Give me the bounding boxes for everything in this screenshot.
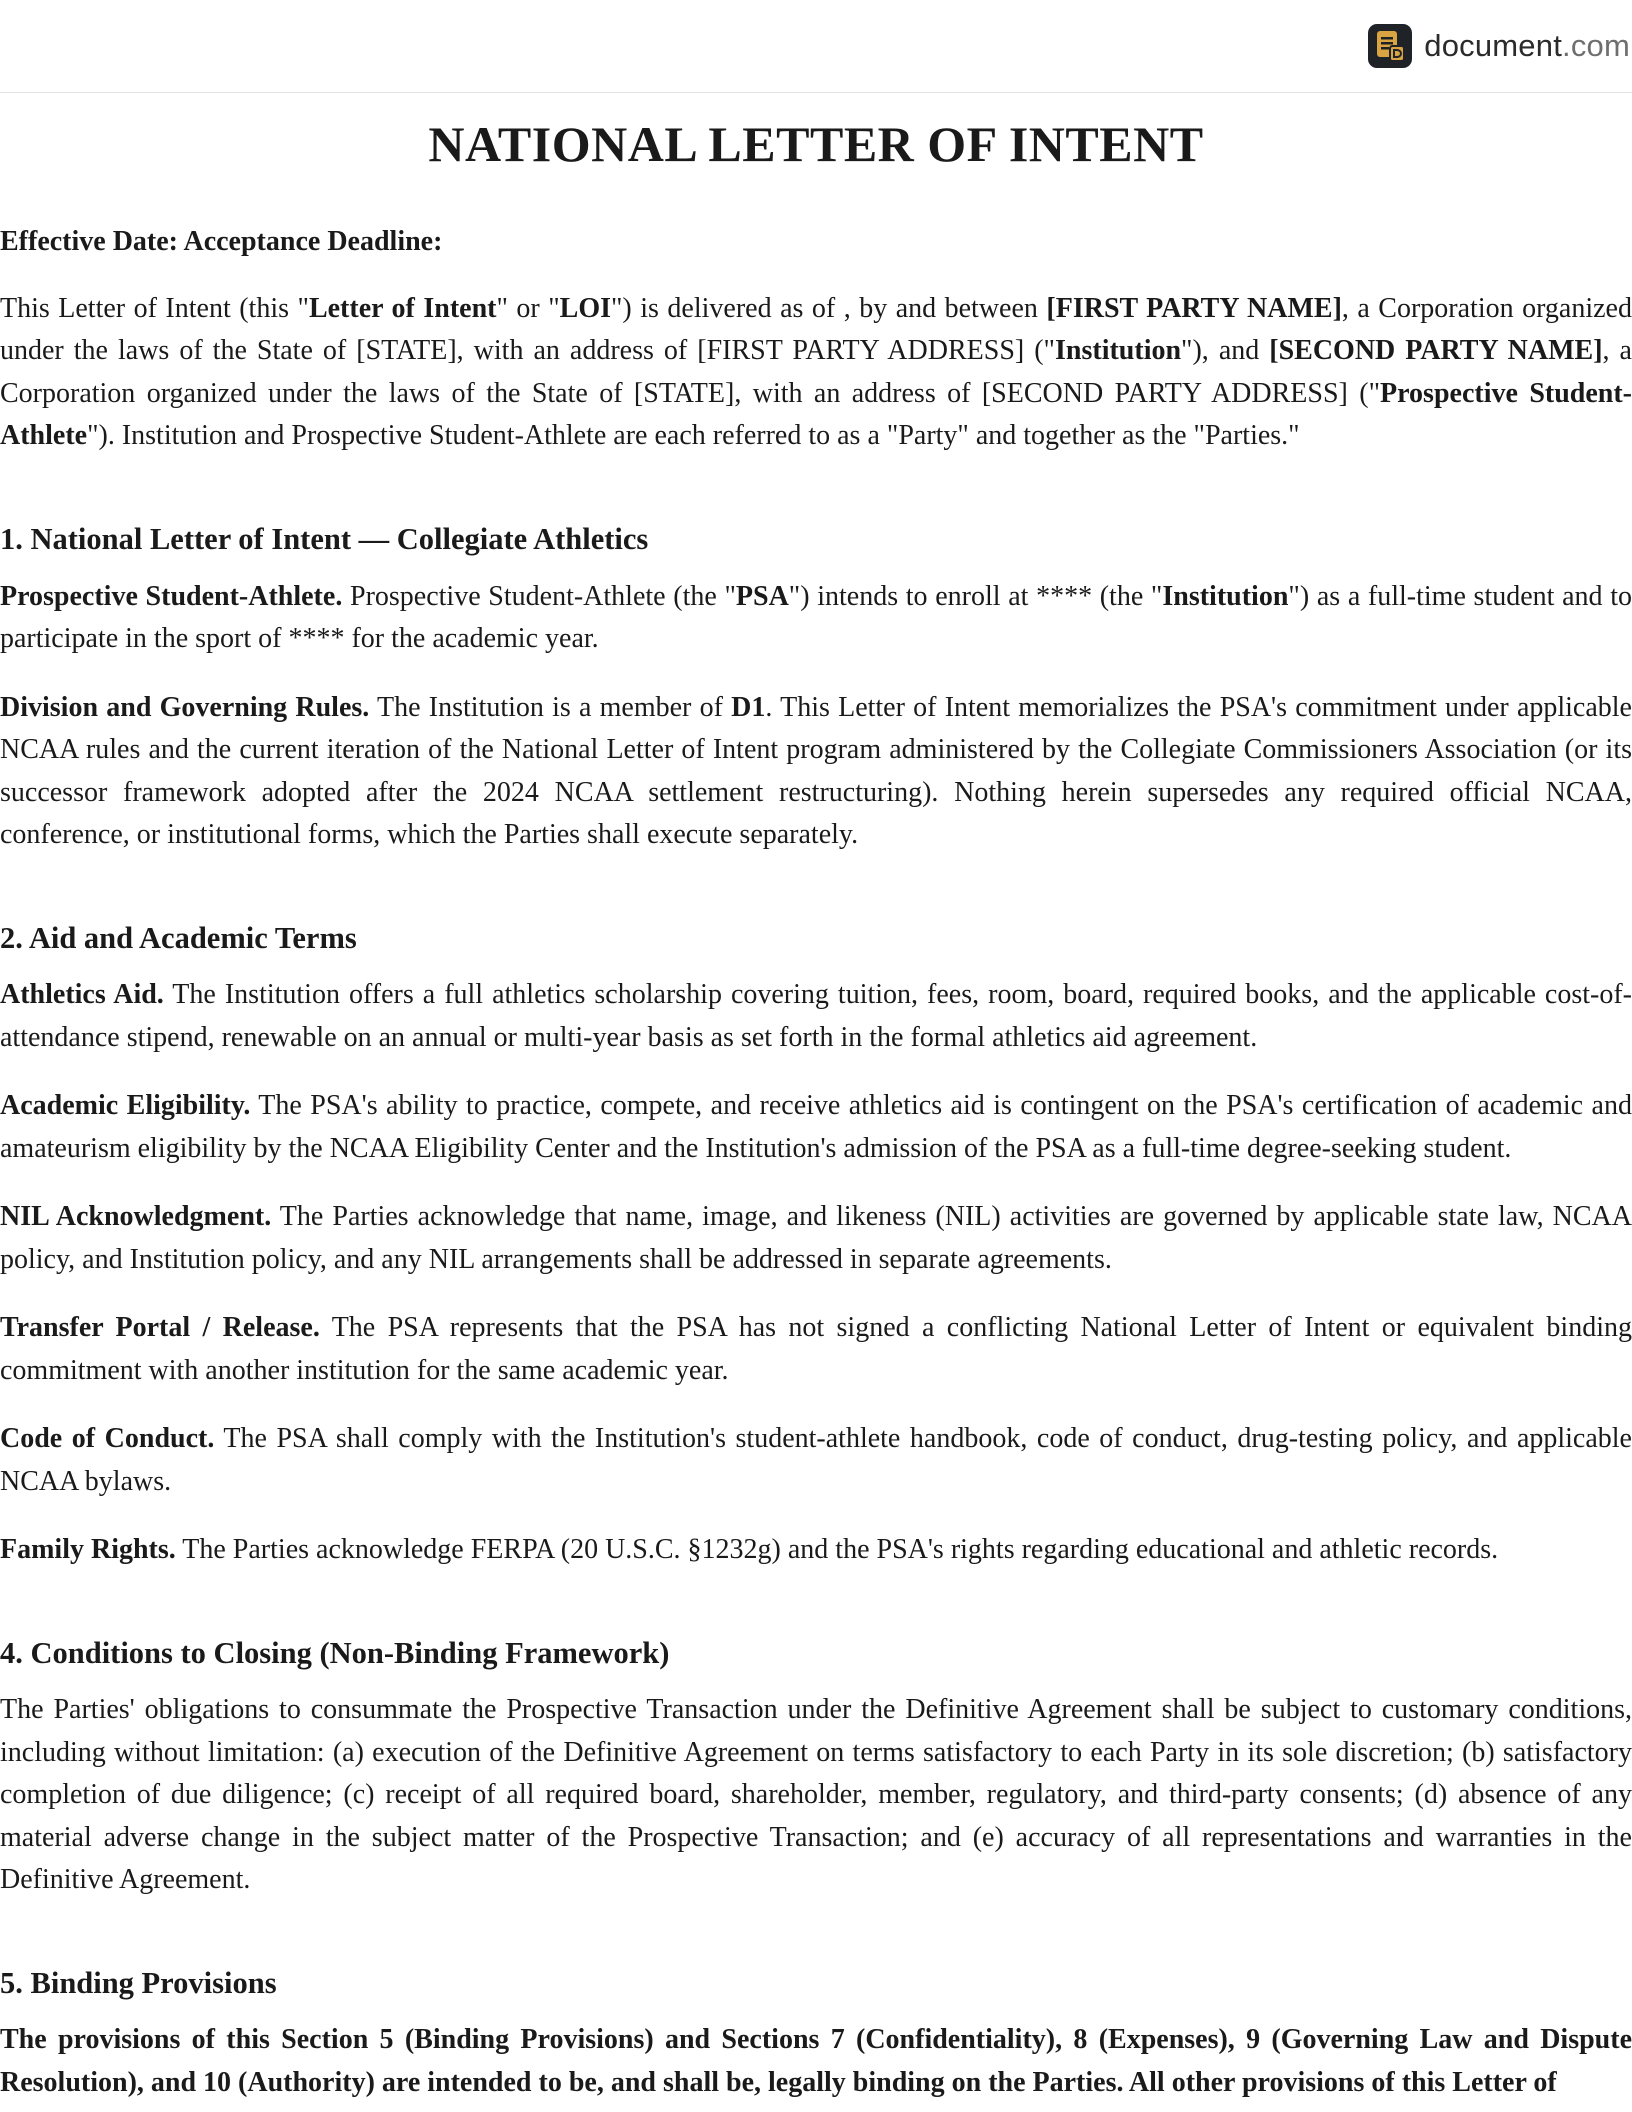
section-5-paragraph: The provisions of this Section 5 (Binding Provisions) and Sections 7 (Confidentiality), 8 (Expenses), 9 (Governing Law and Dispute Resolution), and 10 (Authority) are intended to be, and shall be, legally binding on the Parties. All other provisions of this Letter of	[0, 2024, 1632, 2098]
effective-date-label: Effective Date:	[0, 225, 179, 257]
section-2	[0, 919, 1632, 1572]
section-5-heading: 5. Binding Provisions	[0, 1965, 277, 2000]
section-4-paragraph: The Parties' obligations to consummate the Prospective Transaction under the Definitive Agreement shall be subject to customary conditions, including without limitation: (a) execution of the Definitive Agreement on terms satisfactory to each Party in its sole discretion; (b) satisfactory completion of due diligence; (c) receipt of all required board, shareholder, member, regulatory, and third-party consents; (d) absence of any material adverse change in the subject matter of the Prospective Transaction; and (e) accuracy of all representations and warranties in the Definitive Agreement.	[0, 1694, 1632, 1896]
meta-line	[0, 224, 1632, 260]
section-2-paragraph-conduct: Code of Conduct. The PSA shall comply with the Institution's student-athlete handbook, code of conduct, drug-testing policy, and applicable NCAA bylaws.	[0, 1423, 1632, 1497]
section-1-paragraph-division: Division and Governing Rules. The Institution is a member of D1. This Letter of Intent memorializes the PSA's commitment under applicable NCAA rules and the current iteration of the National Letter of Intent program administered by the Collegiate Commissioners Association (or its successor framework adopted after the 2024 NCAA settlement restructuring). Nothing herein supersedes any required official NCAA, conference, or institutional forms, which the Parties shall execute separately.	[0, 691, 1632, 851]
top-bar	[0, 0, 1632, 93]
brand[interactable]	[1368, 24, 1630, 68]
section-2-paragraph-academic-eligibility: Academic Eligibility. The PSA's ability to practice, compete, and receive athletics aid is contingent on the PSA's certification of academic and amateurism eligibility by the NCAA Eligibility Center and the Institution's admission of the PSA as a full-time degree-seeking student.	[0, 1090, 1632, 1164]
brand-wordmark: document.com	[1424, 28, 1630, 63]
section-2-paragraph-nil: NIL Acknowledgment. The Parties acknowledge that name, image, and likeness (NIL) activities are governed by applicable state law, NCAA policy, and Institution policy, and any NIL arrangements shall be addressed in separate agreements.	[0, 1201, 1632, 1275]
section-1	[0, 520, 1632, 857]
section-2-paragraph-family-rights: Family Rights. The Parties acknowledge FERPA (20 U.S.C. §1232g) and the PSA's rights regarding educational and athletic records.	[0, 1534, 1499, 1566]
section-4	[0, 1634, 1632, 1902]
section-4-heading: 4. Conditions to Closing (Non-Binding Framework)	[0, 1635, 670, 1670]
section-1-heading: 1. National Letter of Intent — Collegiate Athletics	[0, 521, 649, 556]
section-1-paragraph-psa: Prospective Student-Athlete. Prospective Student-Athlete (the "PSA") intends to enroll at **** (the "Institution") as a full-time student and to participate in the sport of **** for the academic year.	[0, 580, 1632, 655]
document-body	[0, 113, 1632, 2104]
document-logo-icon	[1368, 24, 1412, 68]
document-title: NATIONAL LETTER OF INTENT	[428, 116, 1204, 172]
acceptance-deadline-label: Acceptance Deadline:	[183, 225, 443, 257]
section-2-paragraph-transfer: Transfer Portal / Release. The PSA represents that the PSA has not signed a conflicting National Letter of Intent or equivalent binding commitment with another institution for the same academic year.	[0, 1312, 1632, 1386]
section-2-heading: 2. Aid and Academic Terms	[0, 920, 357, 955]
section-5	[0, 1964, 1632, 2105]
section-2-paragraph-athletics-aid: Athletics Aid. The Institution offers a full athletics scholarship covering tuition, fees, room, board, required books, and the applicable cost-of-attendance stipend, renewable on an annual or multi-year basis as set forth in the formal athletics aid agreement.	[0, 979, 1632, 1053]
intro-paragraph: This Letter of Intent (this "Letter of Intent" or "LOI") is delivered as of , by and between [FIRST PARTY NAME], a Corporation organized under the laws of the State of [STATE], with an address of [FIRST PARTY ADDRESS] ("Institution"), and [SECOND PARTY NAME], a Corporation organized under the laws of the State of [STATE], with an address of [SECOND PARTY ADDRESS] ("Prospective Student-Athlete"). Institution and Prospective Student-Athlete are each referred to as a "Party" and together as the "Parties."	[0, 292, 1632, 452]
